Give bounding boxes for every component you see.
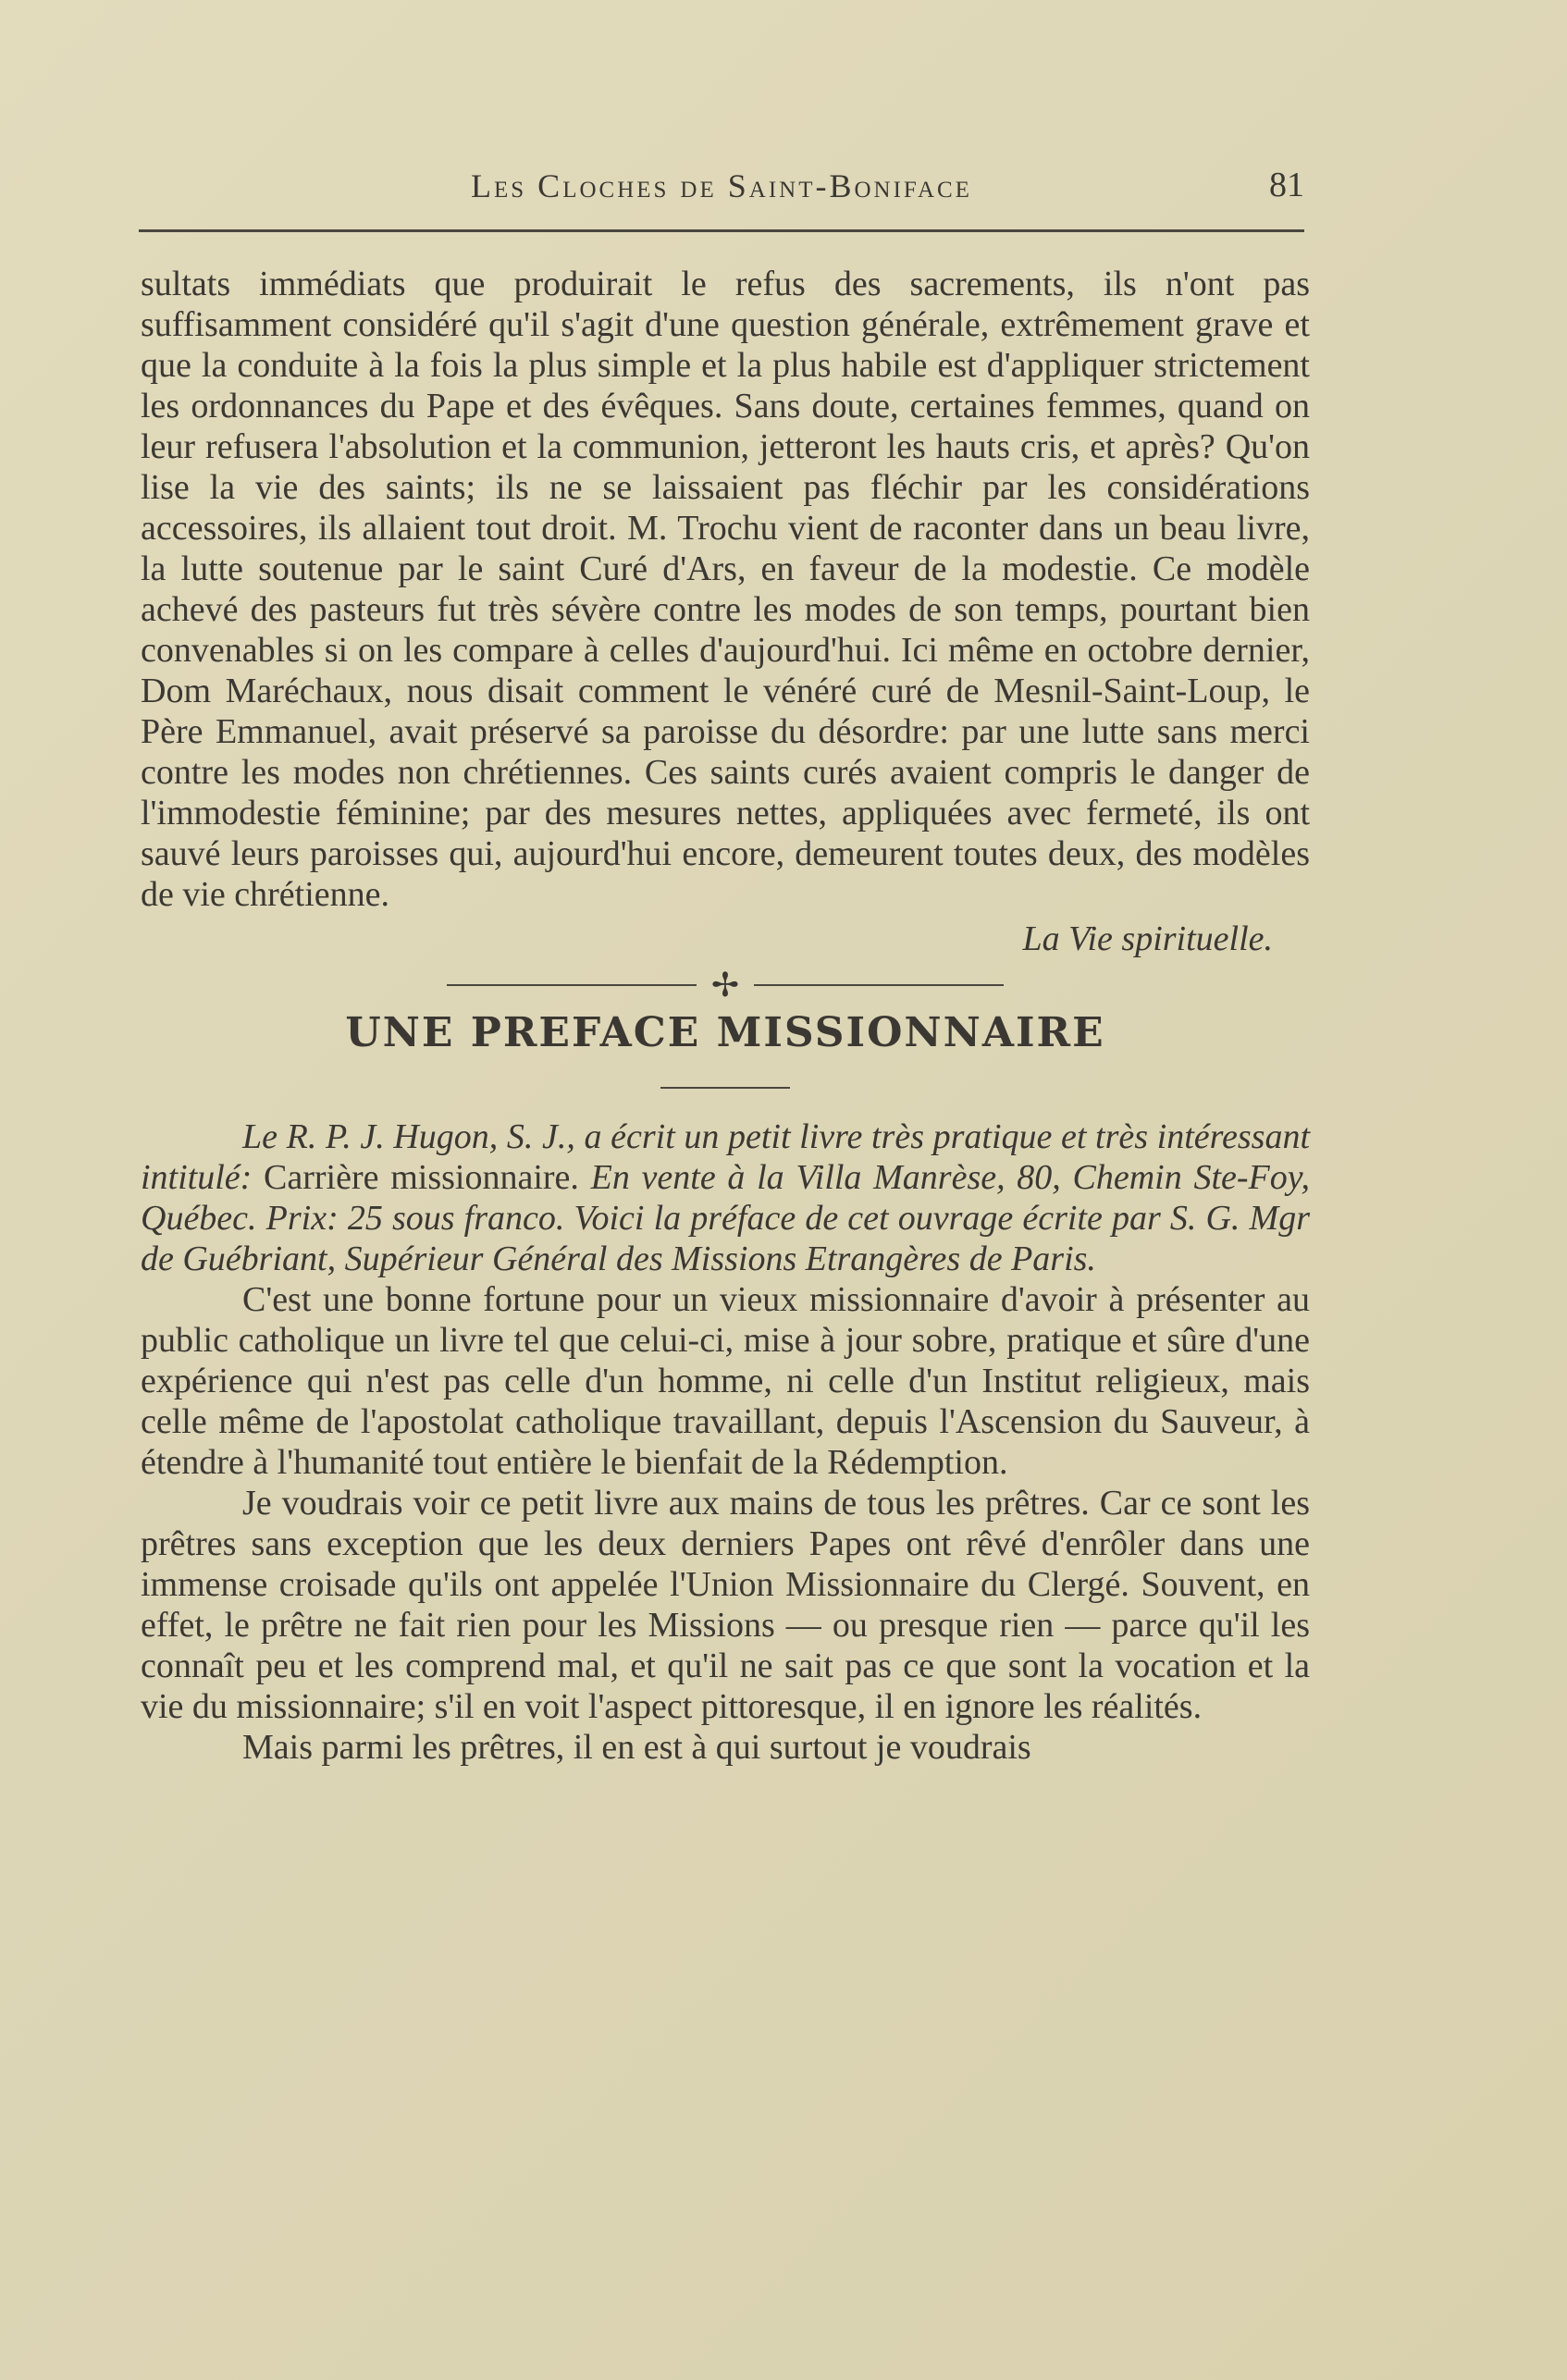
article1-signature: La Vie spirituelle. xyxy=(1022,919,1273,958)
intro-part1: Le R. P. J. Hugon, S. J., a écrit un petit livre très pratique et très intéressant intitulé: xyxy=(141,1117,1310,1197)
article2-intro xyxy=(141,1116,1310,1279)
divider-line-left xyxy=(447,984,697,986)
page-body xyxy=(141,264,1310,1768)
section-divider xyxy=(141,967,1310,1004)
cross-ornament-icon: ✢ xyxy=(710,967,740,1004)
article2-paragraph: Mais parmi les prêtres, il en est à qui surtout je voudrais xyxy=(242,1728,1031,1767)
header-rule xyxy=(139,229,1304,232)
article2-paragraph: C'est une bonne fortune pour un vieux missionnaire d'avoir à présenter au public catholique un livre tel que celui-ci, mise à jour sobre, pratique et sûre d'une expérience qui n'est pas celle d'un homme, ni celle d'un Institut religieux, mais celle même de l'apostolat catholique travaillant, depuis l'Ascension du Sauveur, à étendre à l'humanité tout entière le bienfait de la Rédemption. xyxy=(141,1280,1310,1482)
article2-title: UNE PREFACE MISSIONNAIRE xyxy=(345,1009,1105,1056)
intro-part2: En vente à la Villa Manrèse, 80, Chemin Ste-Foy, Québec. Prix: 25 sous franco. Voici la préface de cet ouvrage écrite par S. G. Mgr de Guébriant, Supérieur Général des Missions Etrangères de Paris. xyxy=(141,1158,1310,1278)
article1-paragraph: sultats immédiats que produirait le refus des sacrements, ils n'ont pas suffisamment considéré qu'il s'agit d'une question générale, extrêmement grave et que la conduite à la fois la plus simple et la plus habile est d'appliquer strictement les ordonnances du Pape et des évêques. Sans doute, certaines femmes, quand on leur refusera l'absolution et la communion, jetteront les hauts cris, et après? Qu'on lise la vie des saints; ils ne se laissaient pas fléchir par les considérations accessoires, ils allaient tout droit. M. Trochu vient de raconter dans un beau livre, la lutte soutenue par le saint Curé d'Ars, en faveur de la modestie. Ce modèle achevé des pasteurs fut très sévère contre les modes de son temps, pourtant bien convenables si on les compare à celles d'aujourd'hui. Ici même en octobre dernier, Dom Maréchaux, nous disait comment le vénéré curé de Mesnil-Saint-Loup, le Père Emmanuel, avait préservé sa paroisse du désordre: par une lutte sans merci contre les modes non chrétiennes. Ces saints curés avaient compris le danger de l'immodestie féminine; par des mesures nettes, appliquées avec fermeté, ils ont sauvé leurs paroisses qui, aujourd'hui encore, demeurent toutes deux, des modèles de vie chrétienne. xyxy=(141,265,1310,914)
title-underline xyxy=(660,1087,790,1089)
divider-line-right xyxy=(754,984,1004,986)
running-title: Les Cloches de Saint-Boniface xyxy=(471,167,972,204)
intro-book-title: Carrière missionnaire. xyxy=(264,1158,579,1197)
article2-paragraph: Je voudrais voir ce petit livre aux mains de tous les prêtres. Car ce sont les prêtres sans exception que les deux derniers Papes ont rêvé d'enrôler dans une immense croisade qu'ils ont appelée l'Union Missionnaire du Clergé. Souvent, en effet, le prêtre ne fait rien pour les Missions — ou presque rien — parce qu'il les connaît peu et les comprend mal, et qu'il ne sait pas ce que sont la vocation et la vie du missionnaire; s'il en voit l'aspect pittoresque, il en ignore les réalités. xyxy=(141,1484,1310,1726)
page-number: 81 xyxy=(1269,166,1304,204)
page-header xyxy=(139,155,1304,211)
